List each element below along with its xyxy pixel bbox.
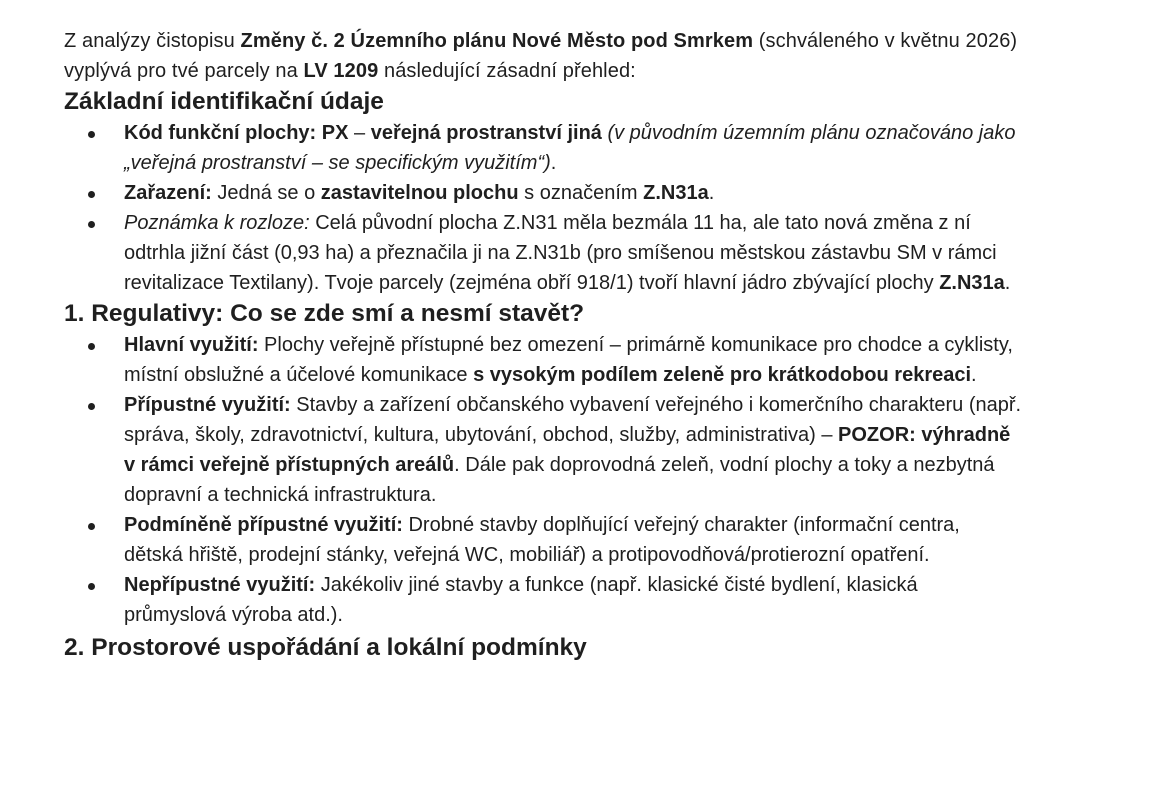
bullet-icon xyxy=(88,343,95,350)
intro-lv-number: LV 1209 xyxy=(303,60,379,82)
item-text: . xyxy=(1004,272,1011,294)
intro-text-1: Z analýzy čistopisu xyxy=(64,30,241,52)
item-text: – xyxy=(348,122,371,144)
list-item-area-note xyxy=(64,208,1024,298)
list-item-classification xyxy=(64,178,1024,208)
item-label: Podmíněně přípustné využití: xyxy=(124,514,403,536)
item-text: Celá původní plocha Z.N31 měla bezmála 11 ha, ale tato nová změna z ní odtrhla jižní část (0,93 ha) a přeznačila ji na Z.N31b (pro smíšenou městskou zástavbu SM v rámci revitalizace Textilany). Tvoje parcely (zejména obří 918/1) tvoří hlavní jádro zbývající plochy xyxy=(124,212,997,294)
list-item-main-use xyxy=(64,330,1024,390)
bullet-icon xyxy=(88,131,95,138)
item-emphasis: Z.N31a xyxy=(643,182,709,204)
item-label: Přípustné využití: xyxy=(124,394,291,416)
regulations-list xyxy=(64,330,1024,630)
item-emphasis: veřejná prostranství jiná xyxy=(370,122,602,144)
item-text: s označením xyxy=(518,182,644,204)
document-content xyxy=(64,26,1024,664)
item-text: Drobné stavby doplňující veřejný charakter (informační centra, dětská hřiště, prodejní stánky, veřejná WC, mobiliář) a protipovodňová/protierozní opatření. xyxy=(124,514,960,566)
intro-paragraph xyxy=(64,26,1024,86)
intro-plan-name: Změny č. 2 Územního plánu Nové Město pod Smrkem xyxy=(240,30,754,52)
list-item-permitted-use xyxy=(64,390,1024,510)
item-text: Plochy veřejně přístupné bez omezení – primárně komunikace pro chodce a cyklisty, místní obslužné a účelové komunikace xyxy=(124,334,1013,386)
bullet-icon xyxy=(88,403,95,410)
item-label: Hlavní využití: xyxy=(124,334,259,356)
item-text: . xyxy=(708,182,715,204)
item-emphasis: Z.N31a xyxy=(939,272,1005,294)
item-label: Kód funkční plochy: PX xyxy=(124,122,349,144)
item-text: Jakékoliv jiné stavby a funkce (např. klasické čisté bydlení, klasická průmyslová výroba atd.). xyxy=(124,574,918,626)
item-text: . xyxy=(550,152,557,174)
identification-list xyxy=(64,118,1024,298)
item-label: Nepřípustné využití: xyxy=(124,574,316,596)
item-emphasis: zastavitelnou plochu xyxy=(320,182,519,204)
list-item-prohibited-use xyxy=(64,570,1024,630)
intro-text-3: následující zásadní přehled: xyxy=(378,60,636,82)
item-emphasis: POZOR: výhradně v rámci veřejně přístupných areálů xyxy=(124,424,1011,476)
list-item-conditional-use xyxy=(64,510,1024,570)
item-text: Stavby a zařízení občanského vybavení veřejného i komerčního charakteru (např. správa, školy, zdravotnictví, kultura, ubytování, obchod, služby, administrativa) – xyxy=(124,394,1022,446)
heading-spatial-arrangement: 2. Prostorové uspořádání a lokální podmínky xyxy=(64,634,587,661)
item-text: . xyxy=(971,364,977,386)
intro-text-2: (schváleného v květnu 2026) vyplývá pro tvé parcely na xyxy=(64,30,1018,82)
bullet-icon xyxy=(88,583,95,590)
item-text: Jedná se o xyxy=(211,182,321,204)
heading-identification: Základní identifikační údaje xyxy=(64,88,384,115)
item-italic-note: (v původním územním plánu označováno jako „veřejná prostranství – se specifickým využitím“) xyxy=(124,122,1016,174)
item-emphasis: s vysokým podílem zeleně pro krátkodobou rekreaci xyxy=(473,364,972,386)
heading-regulations: 1. Regulativy: Co se zde smí a nesmí stavět? xyxy=(64,300,585,327)
item-label: Zařazení: xyxy=(124,182,212,204)
bullet-icon xyxy=(88,221,95,228)
item-text: . Dále pak doprovodná zeleň, vodní plochy a toky a nezbytná dopravní a technická infrastruktura. xyxy=(124,454,995,506)
list-item-function-code xyxy=(64,118,1024,178)
item-italic-label: Poznámka k rozloze: xyxy=(124,212,310,234)
bullet-icon xyxy=(88,523,95,530)
bullet-icon xyxy=(88,191,95,198)
